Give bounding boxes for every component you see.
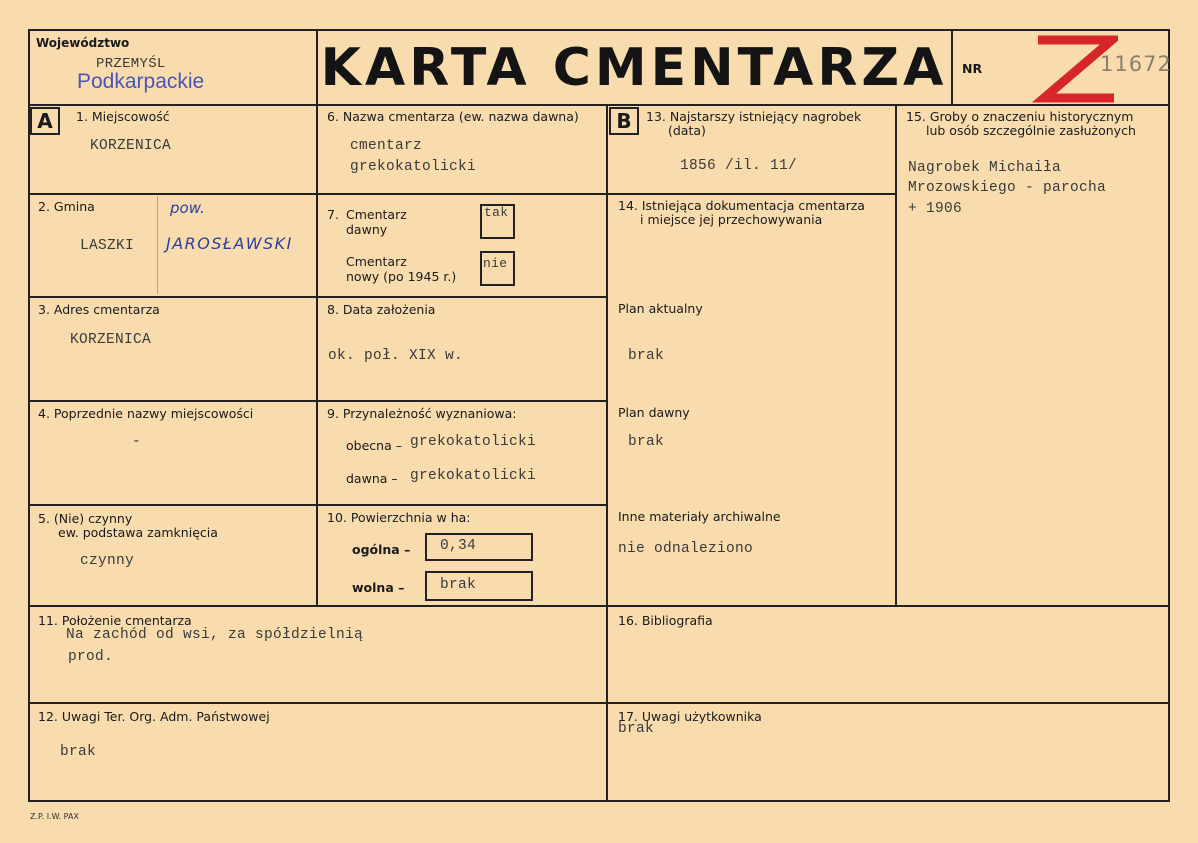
field-13-value: 1856 /il. 11/: [680, 158, 798, 174]
field-7-dawny-value: tak: [484, 205, 509, 220]
wojewodztwo-typed: PRZEMYŚL: [96, 56, 166, 72]
field-3-label: 3. Adres cmentarza: [38, 302, 160, 317]
wojewodztwo-label: Województwo: [36, 36, 130, 50]
field-1-label: 1. Miejscowość: [76, 109, 170, 124]
field-5-label-2: ew. podstawa zamknięcia: [58, 525, 218, 540]
section-b-letter: B: [609, 107, 639, 135]
field-15-label-1: 15. Groby o znaczeniu historycznym: [906, 109, 1134, 124]
field-15-value-2: Mrozowskiego - parocha: [908, 180, 1107, 196]
field-7-nowy-2: nowy (po 1945 r.): [346, 269, 457, 284]
field-11-label: 11. Położenie cmentarza: [38, 613, 192, 628]
plan-dawny-value: brak: [628, 434, 665, 450]
inne-materialy-label: Inne materiały archiwalne: [618, 509, 781, 524]
field-10-wolna-value: brak: [440, 577, 477, 593]
field-17-value: brak: [618, 721, 655, 737]
field-2-value: LASZKI: [80, 238, 135, 254]
field-2-label: 2. Gmina: [38, 199, 95, 214]
section-a-letter: A: [30, 107, 60, 135]
field-14-label-1: 14. Istniejąca dokumentacja cmentarza: [618, 198, 865, 213]
field-4-value: -: [132, 434, 142, 450]
field-14-label-2: i miejsce jej przechowywania: [640, 212, 823, 227]
field-11-value-2: prod.: [68, 649, 114, 665]
plan-aktualny-value: brak: [628, 348, 665, 364]
field-13-label-1: 13. Najstarszy istniejący nagrobek: [646, 109, 862, 124]
field-6-label: 6. Nazwa cmentarza (ew. nazwa dawna): [327, 109, 579, 124]
field-9-obecna-value: grekokatolicki: [410, 434, 537, 450]
field-15-value-3: + 1906: [908, 201, 963, 217]
nr-label: NR: [962, 61, 983, 76]
field-7-dawny-1: Cmentarz: [346, 207, 407, 222]
field-10-wolna-label: wolna –: [352, 580, 405, 595]
field-17-label: 17. Uwagi użytkownika: [618, 709, 762, 724]
inne-materialy-value: nie odnaleziono: [618, 541, 754, 557]
field-9-dawna-value: grekokatolicki: [410, 468, 537, 484]
field-7-label: 7.: [327, 207, 339, 222]
field-16-label: 16. Bibliografia: [618, 613, 713, 628]
plan-aktualny-label: Plan aktualny: [618, 301, 703, 316]
field-10-label: 10. Powierzchnia w ha:: [327, 510, 471, 525]
field-1-value: KORZENICA: [90, 138, 172, 154]
page-title: KARTA CMENTARZA: [320, 37, 948, 98]
nr-value: 11672: [1100, 52, 1172, 76]
field-7-dawny-2: dawny: [346, 222, 388, 237]
field-9-obecna-label: obecna –: [346, 438, 402, 453]
field-15-label-2: lub osób szczególnie zasłużonych: [926, 123, 1136, 138]
field-3-value: KORZENICA: [70, 332, 152, 348]
wojewodztwo-stamp: Podkarpackie: [77, 70, 205, 93]
field-2-hand-pow: pow.: [170, 199, 205, 217]
printer-imprint: Z.P. I.W. PAX: [30, 812, 79, 821]
field-9-label: 9. Przynależność wyznaniowa:: [327, 406, 517, 421]
field-10-ogolna-label: ogólna –: [352, 542, 411, 557]
field-2-hand-county: JAROSŁAWSKI: [166, 234, 293, 253]
field-9-dawna-label: dawna –: [346, 471, 398, 486]
field-8-value: ok. poł. XIX w.: [328, 348, 464, 364]
field-12-value: brak: [60, 744, 97, 760]
field-6-value-2: grekokatolicki: [350, 159, 477, 175]
field-10-ogolna-value: 0,34: [440, 538, 477, 554]
field-15-value-1: Nagrobek Michaiła: [908, 160, 1062, 176]
plan-dawny-label: Plan dawny: [618, 405, 690, 420]
field-7-nowy-1: Cmentarz: [346, 254, 407, 269]
field-6-value-1: cmentarz: [350, 138, 423, 154]
field-13-label-2: (data): [668, 123, 706, 138]
field-11-value-1: Na zachód od wsi, za spółdzielnią: [66, 627, 364, 643]
field-12-label: 12. Uwagi Ter. Org. Adm. Państwowej: [38, 709, 270, 724]
field-5-value: czynny: [80, 553, 135, 569]
field-4-label: 4. Poprzednie nazwy miejscowości: [38, 406, 254, 421]
field-7-nowy-value: nie: [483, 256, 508, 271]
field-5-label-1: 5. (Nie) czynny: [38, 511, 133, 526]
field-8-label: 8. Data założenia: [327, 302, 436, 317]
